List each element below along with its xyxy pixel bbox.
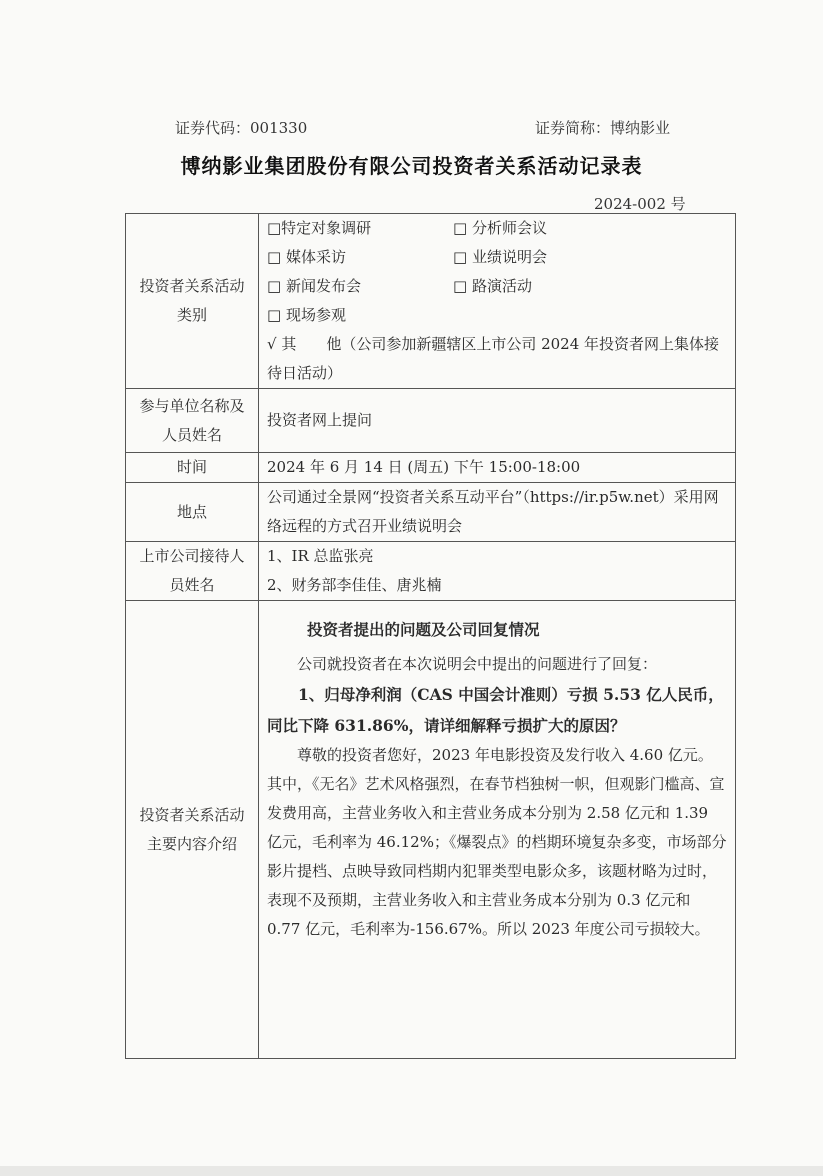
option-specific-research: □特定对象调研: [267, 219, 372, 237]
content-body: [259, 601, 736, 1059]
option-roadshow: □ 路演活动: [453, 277, 532, 295]
content-label: 投资者关系活动主要内容介绍: [126, 601, 259, 1059]
reception-staff: [259, 542, 736, 601]
document-number: 2024-002 号: [594, 195, 686, 213]
location-value: 公司通过全景网“投资者关系互动平台”（https://ir.p5w.net）采用网络远程的方式召开业绩说明会: [259, 483, 736, 542]
participants-row: [126, 389, 736, 453]
participants-value: 投资者网上提问: [259, 389, 736, 453]
question-1: 1、归母净利润（CAS 中国会计准则）亏损 5.53 亿人民币，同比下降 631.86%，请详细解释亏损扩大的原因？: [267, 685, 724, 735]
option-site-visit: □ 现场参观: [267, 306, 346, 324]
location-label: 地点: [126, 483, 259, 542]
stock-code: 证券代码：001330: [175, 119, 308, 137]
content-row: [126, 601, 736, 1059]
qa-intro: 公司就投资者在本次说明会中提出的问题进行了回复：: [297, 655, 658, 673]
location-row: [126, 483, 736, 542]
participants-label: 参与单位名称及人员姓名: [126, 389, 259, 453]
page-edge: [0, 1166, 823, 1176]
reception-label: 上市公司接待人员姓名: [126, 542, 259, 601]
time-value: 2024 年 6 月 14 日 (周五) 下午 15:00-18:00: [259, 453, 736, 483]
time-label: 时间: [126, 453, 259, 483]
activity-type-row: [126, 214, 736, 389]
activity-type-options: [259, 214, 736, 389]
time-row: [126, 453, 736, 483]
record-table: [125, 213, 736, 1059]
reception-staff-1: 1、IR 总监张亮: [267, 547, 374, 565]
reception-row: [126, 542, 736, 601]
option-performance-briefing: □ 业绩说明会: [453, 248, 547, 266]
answer-1: 尊敬的投资者您好，2023 年电影投资及发行收入 4.60 亿元。其中，《无名》艺术风格强烈，在春节档独树一帜，但观影门槛高、宣发费用高，主营业务收入和主营业务成本分别为 2.58 亿元和 1.39 亿元，毛利率为 46.12%；《爆裂点》的档期环境复杂多变，市场部分影片提档、点映导致同档期内犯罪类型电影众多，该题材略为过时，表现不及预期，主营业务收入和主营业务成本分别为 0.3 亿元和 0.77 亿元，毛利率为-156.67%。所以 2023 年度公司亏损较大。: [267, 746, 727, 938]
activity-type-label: 投资者关系活动类别: [126, 214, 259, 389]
option-other-checked: √ 其 他（公司参加新疆辖区上市公司 2024 年投资者网上集体接待日活动）: [267, 335, 720, 382]
stock-abbreviation: 证券简称：博纳影业: [535, 119, 671, 137]
option-analyst-meeting: □ 分析师会议: [453, 219, 547, 237]
qa-section-title: 投资者提出的问题及公司回复情况: [307, 620, 540, 639]
document-title: 博纳影业集团股份有限公司投资者关系活动记录表: [180, 154, 643, 178]
reception-staff-2: 2、财务部李佳佳、唐兆楠: [267, 576, 442, 594]
option-media-interview: □ 媒体采访: [267, 248, 346, 266]
option-press-conference: □ 新闻发布会: [267, 277, 361, 295]
